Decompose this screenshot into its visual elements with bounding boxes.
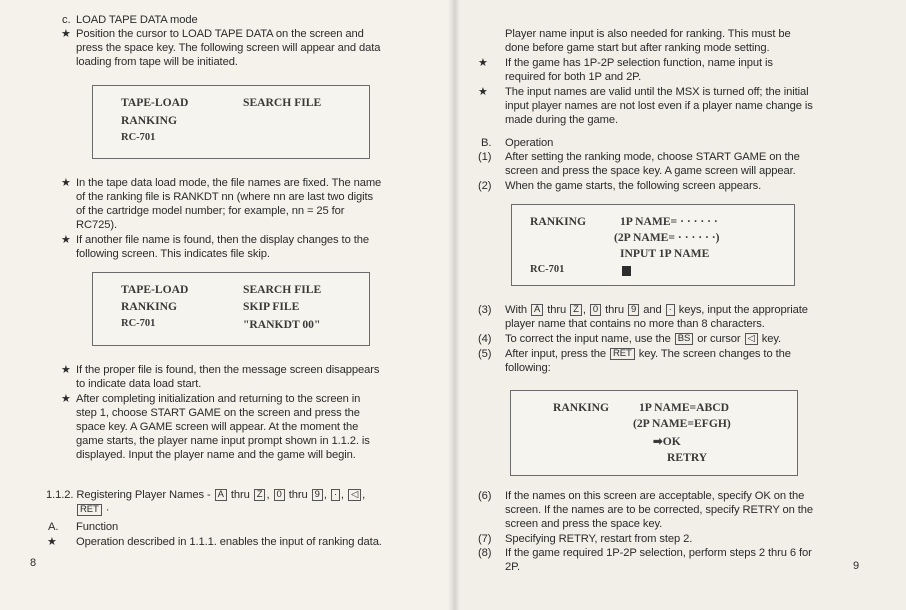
text-line: When the game starts, the following screen appears. (505, 180, 762, 192)
key-9-icon: 9 (628, 304, 639, 316)
screen-text: RC-701 (121, 318, 156, 329)
screen-option-retry: RETRY (667, 451, 708, 464)
text-line: If another file name is found, then the display changes to the (76, 234, 369, 246)
screen-text: INPUT 1P NAME (620, 247, 710, 260)
star-bullet-icon: ★ (61, 28, 71, 40)
key-ret-icon: RET (77, 504, 102, 516)
screen-box-input-name (511, 204, 795, 286)
section-b-label: B. (481, 137, 492, 149)
text-line: After completing initialization and returning to the screen in (76, 393, 361, 405)
key-0-icon: 0 (590, 304, 601, 316)
text-line: RC725). (76, 219, 117, 231)
screen-text: TAPE-LOAD (121, 96, 189, 109)
screen-text: SKIP FILE (243, 300, 300, 313)
screen-text: TAPE-LOAD (121, 283, 189, 296)
step-number: (1) (478, 151, 492, 163)
section-heading-1-1-2: 1.1.2. Registering Player Names - A thru Z , 0 thru 9 , · , ◁ , (46, 489, 366, 501)
text-line: game starts, the player name input prompt shown in 1.1.2. is (76, 435, 370, 447)
screen-box-skip-file (92, 272, 370, 346)
text-line: If the proper file is found, then the message screen disappears (76, 364, 380, 376)
step-number: (3) (478, 304, 492, 316)
text-line: Player name input is also needed for ranking. This must be (505, 28, 791, 40)
screen-text: "RANKDT 00" (243, 318, 321, 331)
text-line: screen and press the space key. A game screen will appear. (505, 165, 796, 177)
text-line: After setting the ranking mode, choose START GAME on the (505, 151, 800, 163)
screen-text: 1P NAME=ABCD (639, 401, 730, 414)
text-line: loading from tape will be initiated. (76, 56, 238, 68)
star-bullet-icon: ★ (61, 177, 71, 189)
star-bullet-icon: ★ (61, 364, 71, 376)
text-line: input player names are not lost even if a player name change is (505, 100, 813, 112)
text-line: following screen. This indicates file skip. (76, 248, 270, 260)
text-line: step 1, choose START GAME on the screen and press the (76, 407, 360, 419)
right-page (453, 0, 906, 610)
screen-box-tape-load (92, 85, 370, 159)
text-line: screen. If the names are to be corrected, specify RETRY on the (505, 504, 814, 516)
key-z-icon: Z (570, 304, 582, 316)
key-a-icon: A (215, 489, 227, 501)
key-9-icon: 9 (312, 489, 323, 501)
key-dot-icon: · (666, 304, 675, 316)
step-number: (5) (478, 348, 492, 360)
step-number: (7) (478, 533, 492, 545)
text-line: If the game required 1P-2P selection, perform steps 2 thru 6 for (505, 547, 812, 559)
text-line: space key. A GAME screen will appear. At the moment the (76, 421, 359, 433)
text-line: If the game has 1P-2P selection function, name input is (505, 57, 773, 69)
star-bullet-icon: ★ (478, 57, 488, 69)
page-number: 9 (853, 560, 860, 572)
text-line: done before game start but after ranking mode setting. (505, 42, 770, 54)
text-line: of the ranking file is RANKDT nn (where nn are last two digits (76, 191, 374, 203)
key-z-icon: Z (254, 489, 266, 501)
screen-text: RANKING (553, 401, 610, 414)
screen-text: 1P NAME= · · · · · · (620, 215, 718, 228)
key-dot-icon: · (331, 489, 340, 501)
text-line: If the names on this screen are acceptable, specify OK on the (505, 490, 805, 502)
input-cursor-icon (622, 266, 631, 276)
text-line: made during the game. (505, 114, 618, 126)
text-line: To correct the input name, use the BS or cursor ◁ key. (505, 333, 782, 345)
text-line: Operation described in 1.1.1. enables the input of ranking data. (76, 536, 382, 548)
step-number: (8) (478, 547, 492, 559)
step-number: (2) (478, 180, 492, 192)
text-line: In the tape data load mode, the file names are fixed. The name (76, 177, 382, 189)
text-line: press the space key. The following screen will appear and data (76, 42, 381, 54)
section-a-title: Function (76, 521, 119, 533)
screen-text: RANKING (121, 300, 178, 313)
screen-text: RANKING (530, 215, 587, 228)
star-bullet-icon: ★ (61, 234, 71, 246)
screen-text: (2P NAME=EFGH) (633, 417, 731, 430)
page-number: 8 (30, 557, 37, 569)
text-line: Position the cursor to LOAD TAPE DATA on the screen and (76, 28, 364, 40)
star-bullet-icon: ★ (61, 393, 71, 405)
screen-text: SEARCH FILE (243, 96, 322, 109)
text-line: player name that contains no more than 8 characters. (505, 318, 765, 330)
key-cursor-left-icon: ◁ (348, 489, 361, 501)
text-line: to indicate data load start. (76, 378, 202, 390)
text-line: The input names are valid until the MSX is turned off; the initial (505, 86, 809, 98)
text-line: displayed. Input the player name and the game will begin. (76, 449, 356, 461)
text-line: of the cartridge model number; for example, nn = 25 for (76, 205, 345, 217)
star-bullet-icon: ★ (47, 536, 57, 548)
screen-option-ok: ➡OK (653, 435, 681, 448)
section-heading-1-1-2-cont: RET · (76, 503, 109, 517)
page-gutter (448, 0, 460, 610)
screen-text: RANKING (121, 114, 178, 127)
key-ret-icon: RET (610, 348, 635, 360)
text-line: screen and press the space key. (505, 518, 663, 530)
text-line: 2P. (505, 561, 521, 573)
section-a-label: A. (48, 521, 59, 533)
key-cursor-left-icon: ◁ (745, 333, 758, 345)
screen-text: RC-701 (530, 264, 565, 275)
key-a-icon: A (531, 304, 543, 316)
key-0-icon: 0 (274, 489, 285, 501)
section-c-label: c. (62, 14, 71, 26)
text-line: With A thru Z , 0 thru 9 and · keys, input the appropriate (505, 304, 808, 316)
text-line: After input, press the RET key. The screen changes to the (505, 348, 791, 360)
section-c-title: LOAD TAPE DATA mode (76, 14, 198, 26)
screen-box-confirm (510, 390, 798, 476)
text-line: required for both 1P and 2P. (505, 71, 642, 83)
step-number: (4) (478, 333, 492, 345)
screen-text: SEARCH FILE (243, 283, 322, 296)
text-line: following: (505, 362, 551, 374)
section-b-title: Operation (505, 137, 554, 149)
screen-text: RC-701 (121, 132, 156, 143)
screen-text: (2P NAME= · · · · · ·) (614, 231, 720, 244)
step-number: (6) (478, 490, 492, 502)
text-line: Specifying RETRY, restart from step 2. (505, 533, 693, 545)
key-bs-icon: BS (675, 333, 693, 345)
star-bullet-icon: ★ (478, 86, 488, 98)
